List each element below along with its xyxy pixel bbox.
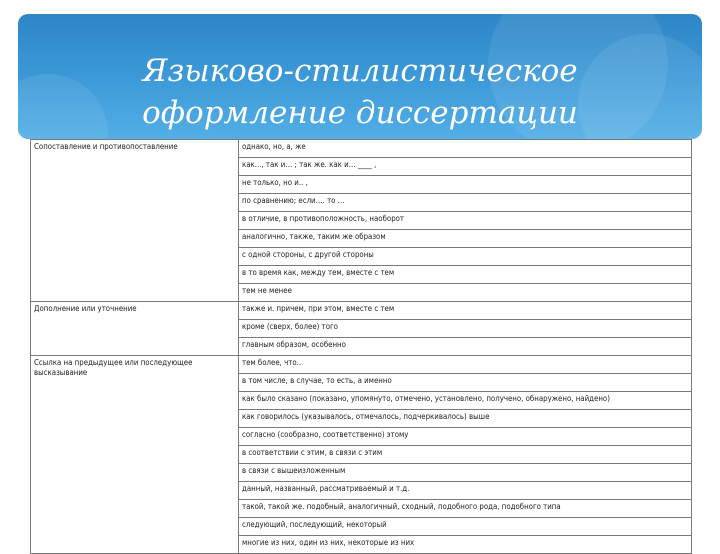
phrase-cell: в соответствии с этим, в связи с этим: [239, 446, 692, 464]
phrase-cell: тем более, что..: [239, 356, 692, 374]
connectives-table: [30, 139, 692, 554]
phrase-cell: в отличие, в противоположность, наоборот: [239, 212, 692, 230]
phrase-cell: не только, но и.. ,: [239, 176, 692, 194]
phrase-cell: с одной стороны, с другой стороны: [239, 248, 692, 266]
phrase-cell: в связи с вышеизложенным: [239, 464, 692, 482]
slide-title: [0, 50, 720, 134]
category-cell: Ссылка на предыдущее или последующее высказывание: [31, 356, 239, 554]
phrase-cell: аналогично, также, таким же образом: [239, 230, 692, 248]
phrase-cell: кроме (сверх, более) того: [239, 320, 692, 338]
table-row: [31, 356, 692, 374]
slide-title-line-1: Языково-стилистическое: [142, 53, 578, 89]
table-row: [31, 302, 692, 320]
phrase-cell: также и. причем, при этом, вместе с тем: [239, 302, 692, 320]
phrase-cell: однако, но, а, же: [239, 140, 692, 158]
phrase-cell: как было сказано (показано, упомянуто, отмечено, установлено, получено, обнаружено, найдено): [239, 392, 692, 410]
phrase-cell: в том числе, в случае, то есть, а именно: [239, 374, 692, 392]
phrase-cell: следующий, последующий, некоторый: [239, 518, 692, 536]
phrase-cell: в то время как, между тем, вместе с тем: [239, 266, 692, 284]
slide-title-line-2: оформление диссертации: [142, 95, 578, 131]
category-cell: Сопоставление и противопоставление: [31, 140, 239, 302]
phrase-cell: как говорилось (указывалось, отмечалось, подчеркивалось) выше: [239, 410, 692, 428]
phrase-cell: как..., так и… ; так же. как и… ____ ,: [239, 158, 692, 176]
phrase-cell: согласно (сообразно, соответственно) этому: [239, 428, 692, 446]
table-row: [31, 140, 692, 158]
phrase-cell: по сравнению; если…. то …: [239, 194, 692, 212]
phrase-cell: главным образом, особенно: [239, 338, 692, 356]
phrase-cell: такой, такой же. подобный, аналогичный, сходный, подобного рода, подобного типа: [239, 500, 692, 518]
category-cell: Дополнение или уточнение: [31, 302, 239, 356]
phrase-cell: тем не менее: [239, 284, 692, 302]
phrase-cell: многие из них, один из них, некоторые из них: [239, 536, 692, 554]
phrase-cell: данный, названный, рассматриваемый и т.д.: [239, 482, 692, 500]
